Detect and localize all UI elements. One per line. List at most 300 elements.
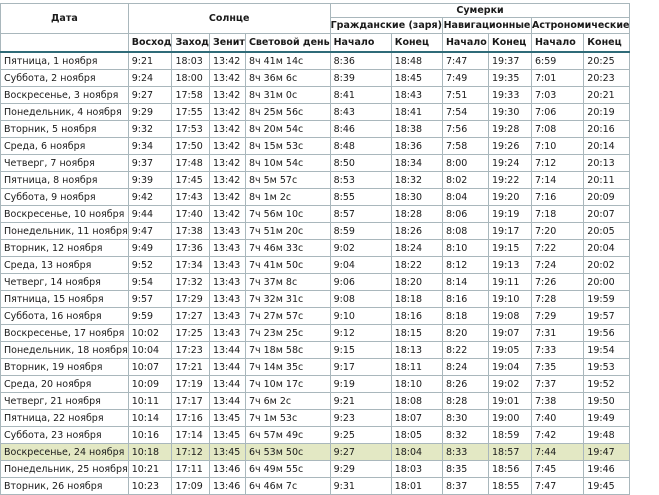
daylight-cell: 7ч 10м 17с [245, 376, 330, 393]
civil-begin-cell: 8:36 [330, 52, 391, 70]
astronomical-end-cell: 20:13 [584, 155, 630, 172]
table-row [1, 342, 630, 359]
table-row [1, 240, 630, 257]
nautical-end-cell: 19:00 [488, 410, 531, 427]
nautical-begin-cell: 8:20 [442, 325, 488, 342]
daylight-cell: 8ч 31м 0с [245, 87, 330, 104]
nautical-end-cell: 19:10 [488, 291, 531, 308]
daylight-cell: 7ч 18м 58с [245, 342, 330, 359]
sunset-cell: 17:19 [172, 376, 210, 393]
daylight-cell: 6ч 49м 55с [245, 461, 330, 478]
sunset-cell: 18:03 [172, 52, 210, 70]
header-nautical-end: Конец [488, 34, 531, 53]
sunrise-cell: 9:52 [128, 257, 172, 274]
sunset-cell: 17:34 [172, 257, 210, 274]
header-daylight: Световой день [245, 34, 330, 53]
nautical-end-cell: 18:57 [488, 444, 531, 461]
civil-begin-cell: 9:29 [330, 461, 391, 478]
header-nautical-twilight: Навигационные [442, 18, 531, 34]
zenith-cell: 13:42 [209, 52, 245, 70]
sunset-cell: 17:25 [172, 325, 210, 342]
astronomical-begin-cell: 7:37 [531, 376, 583, 393]
sunrise-cell: 10:14 [128, 410, 172, 427]
sunset-cell: 17:32 [172, 274, 210, 291]
sunrise-cell: 9:42 [128, 189, 172, 206]
astronomical-end-cell: 19:59 [584, 291, 630, 308]
sunset-cell: 17:36 [172, 240, 210, 257]
nautical-begin-cell: 8:35 [442, 461, 488, 478]
zenith-cell: 13:43 [209, 223, 245, 240]
civil-begin-cell: 8:55 [330, 189, 391, 206]
table-row [1, 427, 630, 444]
zenith-cell: 13:43 [209, 291, 245, 308]
astronomical-begin-cell: 7:16 [531, 189, 583, 206]
astronomical-end-cell: 20:11 [584, 172, 630, 189]
table-row-highlighted [1, 444, 630, 461]
civil-end-cell: 18:03 [391, 461, 442, 478]
civil-end-cell: 18:38 [391, 121, 442, 138]
astronomical-begin-cell: 7:18 [531, 206, 583, 223]
astronomical-begin-cell: 7:12 [531, 155, 583, 172]
nautical-begin-cell: 8:37 [442, 478, 488, 495]
zenith-cell: 13:42 [209, 121, 245, 138]
date-cell: Понедельник, 18 ноября [1, 342, 129, 359]
nautical-begin-cell: 8:04 [442, 189, 488, 206]
date-cell: Воскресенье, 10 ноября [1, 206, 129, 223]
date-cell: Пятница, 1 ноября [1, 52, 129, 70]
nautical-end-cell: 19:17 [488, 223, 531, 240]
sunrise-cell: 10:21 [128, 461, 172, 478]
sunrise-cell: 9:59 [128, 308, 172, 325]
nautical-begin-cell: 8:12 [442, 257, 488, 274]
nautical-begin-cell: 8:10 [442, 240, 488, 257]
zenith-cell: 13:46 [209, 478, 245, 495]
civil-end-cell: 18:26 [391, 223, 442, 240]
nautical-begin-cell: 8:08 [442, 223, 488, 240]
civil-end-cell: 18:43 [391, 87, 442, 104]
civil-end-cell: 18:13 [391, 342, 442, 359]
date-cell: Вторник, 19 ноября [1, 359, 129, 376]
nautical-end-cell: 18:59 [488, 427, 531, 444]
nautical-end-cell: 19:26 [488, 138, 531, 155]
astronomical-begin-cell: 7:35 [531, 359, 583, 376]
daylight-cell: 7ч 37м 8с [245, 274, 330, 291]
table-row [1, 359, 630, 376]
sunset-cell: 17:43 [172, 189, 210, 206]
daylight-cell: 8ч 15м 53с [245, 138, 330, 155]
astronomical-begin-cell: 6:59 [531, 52, 583, 70]
astronomical-begin-cell: 7:33 [531, 342, 583, 359]
sunrise-cell: 10:23 [128, 478, 172, 495]
nautical-end-cell: 19:33 [488, 87, 531, 104]
sunset-cell: 18:00 [172, 70, 210, 87]
civil-begin-cell: 8:48 [330, 138, 391, 155]
astronomical-end-cell: 20:00 [584, 274, 630, 291]
astronomical-end-cell: 20:05 [584, 223, 630, 240]
nautical-end-cell: 18:55 [488, 478, 531, 495]
civil-end-cell: 18:18 [391, 291, 442, 308]
nautical-end-cell: 18:56 [488, 461, 531, 478]
sunrise-cell: 10:18 [128, 444, 172, 461]
civil-begin-cell: 9:17 [330, 359, 391, 376]
sunset-cell: 17:55 [172, 104, 210, 121]
civil-end-cell: 18:48 [391, 52, 442, 70]
zenith-cell: 13:42 [209, 138, 245, 155]
sunrise-cell: 9:27 [128, 87, 172, 104]
sunrise-cell: 9:37 [128, 155, 172, 172]
zenith-cell: 13:45 [209, 444, 245, 461]
header-astronomical-twilight: Астрономические [531, 18, 629, 34]
astronomical-begin-cell: 7:14 [531, 172, 583, 189]
sunset-cell: 17:50 [172, 138, 210, 155]
sunset-cell: 17:38 [172, 223, 210, 240]
civil-begin-cell: 9:31 [330, 478, 391, 495]
civil-begin-cell: 9:19 [330, 376, 391, 393]
table-row [1, 376, 630, 393]
civil-end-cell: 18:04 [391, 444, 442, 461]
sunrise-cell: 9:57 [128, 291, 172, 308]
date-cell: Понедельник, 11 ноября [1, 223, 129, 240]
zenith-cell: 13:44 [209, 393, 245, 410]
astronomical-begin-cell: 7:10 [531, 138, 583, 155]
table-row [1, 189, 630, 206]
daylight-cell: 8ч 1м 2с [245, 189, 330, 206]
date-cell: Суббота, 23 ноября [1, 427, 129, 444]
zenith-cell: 13:45 [209, 410, 245, 427]
civil-end-cell: 18:41 [391, 104, 442, 121]
astronomical-end-cell: 20:16 [584, 121, 630, 138]
sunrise-cell: 9:54 [128, 274, 172, 291]
astronomical-end-cell: 19:57 [584, 308, 630, 325]
nautical-end-cell: 19:37 [488, 52, 531, 70]
astronomical-begin-cell: 7:40 [531, 410, 583, 427]
header-twilight: Сумерки [330, 4, 630, 18]
astronomical-end-cell: 19:54 [584, 342, 630, 359]
daylight-cell: 7ч 51м 20с [245, 223, 330, 240]
astronomical-begin-cell: 7:22 [531, 240, 583, 257]
date-cell: Четверг, 21 ноября [1, 393, 129, 410]
sunrise-cell: 10:04 [128, 342, 172, 359]
sunrise-cell: 9:39 [128, 172, 172, 189]
table-row [1, 87, 630, 104]
civil-begin-cell: 8:46 [330, 121, 391, 138]
table-row [1, 291, 630, 308]
nautical-end-cell: 19:20 [488, 189, 531, 206]
daylight-cell: 6ч 57м 49с [245, 427, 330, 444]
date-cell: Понедельник, 25 ноября [1, 461, 129, 478]
date-cell: Среда, 20 ноября [1, 376, 129, 393]
date-cell: Суббота, 2 ноября [1, 70, 129, 87]
date-cell: Понедельник, 4 ноября [1, 104, 129, 121]
daylight-cell: 8ч 20м 54с [245, 121, 330, 138]
nautical-begin-cell: 8:06 [442, 206, 488, 223]
civil-end-cell: 18:11 [391, 359, 442, 376]
astronomical-end-cell: 20:09 [584, 189, 630, 206]
daylight-cell: 6ч 46м 7с [245, 478, 330, 495]
astronomical-end-cell: 20:21 [584, 87, 630, 104]
sunrise-cell: 9:34 [128, 138, 172, 155]
header-blank [1, 34, 129, 53]
table-row [1, 104, 630, 121]
table-row [1, 172, 630, 189]
civil-begin-cell: 9:04 [330, 257, 391, 274]
zenith-cell: 13:43 [209, 325, 245, 342]
daylight-cell: 8ч 36м 6с [245, 70, 330, 87]
sunset-cell: 17:14 [172, 427, 210, 444]
nautical-end-cell: 19:11 [488, 274, 531, 291]
table-row [1, 223, 630, 240]
nautical-end-cell: 19:02 [488, 376, 531, 393]
header-zenith: Зенит [209, 34, 245, 53]
zenith-cell: 13:44 [209, 376, 245, 393]
date-cell: Пятница, 15 ноября [1, 291, 129, 308]
astronomical-begin-cell: 7:31 [531, 325, 583, 342]
date-cell: Среда, 13 ноября [1, 257, 129, 274]
nautical-begin-cell: 7:47 [442, 52, 488, 70]
table-row [1, 461, 630, 478]
daylight-cell: 7ч 1м 53с [245, 410, 330, 427]
nautical-begin-cell: 7:58 [442, 138, 488, 155]
astronomical-begin-cell: 7:38 [531, 393, 583, 410]
civil-begin-cell: 8:43 [330, 104, 391, 121]
civil-end-cell: 18:45 [391, 70, 442, 87]
daylight-cell: 7ч 56м 10с [245, 206, 330, 223]
nautical-begin-cell: 8:14 [442, 274, 488, 291]
nautical-end-cell: 19:04 [488, 359, 531, 376]
sunrise-cell: 9:29 [128, 104, 172, 121]
date-cell: Вторник, 26 ноября [1, 478, 129, 495]
civil-begin-cell: 8:41 [330, 87, 391, 104]
sunset-cell: 17:17 [172, 393, 210, 410]
header-nautical-begin: Начало [442, 34, 488, 53]
sunset-cell: 17:09 [172, 478, 210, 495]
date-cell: Воскресенье, 3 ноября [1, 87, 129, 104]
astronomical-end-cell: 19:53 [584, 359, 630, 376]
civil-begin-cell: 9:23 [330, 410, 391, 427]
civil-end-cell: 18:16 [391, 308, 442, 325]
table-row [1, 325, 630, 342]
zenith-cell: 13:43 [209, 240, 245, 257]
nautical-begin-cell: 8:28 [442, 393, 488, 410]
astronomical-begin-cell: 7:24 [531, 257, 583, 274]
nautical-begin-cell: 8:00 [442, 155, 488, 172]
header-civil-twilight: Гражданские (заря) [330, 18, 442, 34]
zenith-cell: 13:42 [209, 172, 245, 189]
nautical-end-cell: 19:35 [488, 70, 531, 87]
civil-end-cell: 18:05 [391, 427, 442, 444]
nautical-end-cell: 19:01 [488, 393, 531, 410]
zenith-cell: 13:44 [209, 359, 245, 376]
civil-begin-cell: 8:57 [330, 206, 391, 223]
table-row [1, 155, 630, 172]
sunrise-cell: 10:16 [128, 427, 172, 444]
daylight-cell: 7ч 41м 50с [245, 257, 330, 274]
nautical-begin-cell: 8:16 [442, 291, 488, 308]
nautical-begin-cell: 8:26 [442, 376, 488, 393]
sunrise-cell: 9:47 [128, 223, 172, 240]
civil-begin-cell: 8:39 [330, 70, 391, 87]
daylight-cell: 8ч 5м 57с [245, 172, 330, 189]
nautical-end-cell: 19:15 [488, 240, 531, 257]
civil-begin-cell: 9:08 [330, 291, 391, 308]
table-row [1, 138, 630, 155]
civil-end-cell: 18:32 [391, 172, 442, 189]
daylight-cell: 8ч 25м 56с [245, 104, 330, 121]
sunrise-cell: 9:32 [128, 121, 172, 138]
civil-end-cell: 18:30 [391, 189, 442, 206]
nautical-begin-cell: 8:30 [442, 410, 488, 427]
civil-begin-cell: 8:53 [330, 172, 391, 189]
astronomical-begin-cell: 7:29 [531, 308, 583, 325]
civil-begin-cell: 9:25 [330, 427, 391, 444]
table-row [1, 52, 630, 70]
nautical-end-cell: 19:13 [488, 257, 531, 274]
table-body [1, 52, 630, 495]
nautical-end-cell: 19:30 [488, 104, 531, 121]
header-sunset: Заход [172, 34, 210, 53]
table-row [1, 478, 630, 495]
civil-begin-cell: 9:12 [330, 325, 391, 342]
date-cell: Четверг, 14 ноября [1, 274, 129, 291]
civil-end-cell: 18:24 [391, 240, 442, 257]
astronomical-end-cell: 20:02 [584, 257, 630, 274]
sunset-cell: 17:29 [172, 291, 210, 308]
header-civil-begin: Начало [330, 34, 391, 53]
table-row [1, 257, 630, 274]
astronomical-begin-cell: 7:42 [531, 427, 583, 444]
table-row [1, 308, 630, 325]
header-astronomical-begin: Начало [531, 34, 583, 53]
sunset-cell: 17:40 [172, 206, 210, 223]
astronomical-end-cell: 20:07 [584, 206, 630, 223]
table-row [1, 206, 630, 223]
table-row [1, 121, 630, 138]
astronomical-begin-cell: 7:06 [531, 104, 583, 121]
sunrise-cell: 9:44 [128, 206, 172, 223]
astronomical-begin-cell: 7:08 [531, 121, 583, 138]
table-row [1, 410, 630, 427]
civil-begin-cell: 9:15 [330, 342, 391, 359]
civil-begin-cell: 9:27 [330, 444, 391, 461]
daylight-cell: 7ч 27м 57с [245, 308, 330, 325]
civil-begin-cell: 9:21 [330, 393, 391, 410]
sunrise-cell: 9:49 [128, 240, 172, 257]
astronomical-end-cell: 19:56 [584, 325, 630, 342]
civil-begin-cell: 9:06 [330, 274, 391, 291]
nautical-end-cell: 19:08 [488, 308, 531, 325]
sunset-cell: 17:58 [172, 87, 210, 104]
astronomical-end-cell: 19:52 [584, 376, 630, 393]
header-sun: Солнце [128, 4, 330, 34]
sunset-cell: 17:45 [172, 172, 210, 189]
astronomical-end-cell: 20:19 [584, 104, 630, 121]
astronomical-begin-cell: 7:03 [531, 87, 583, 104]
daylight-cell: 7ч 14м 35с [245, 359, 330, 376]
table-row [1, 393, 630, 410]
header-sunrise: Восход [128, 34, 172, 53]
civil-end-cell: 18:20 [391, 274, 442, 291]
sunset-cell: 17:53 [172, 121, 210, 138]
nautical-end-cell: 19:24 [488, 155, 531, 172]
nautical-begin-cell: 8:18 [442, 308, 488, 325]
civil-end-cell: 18:08 [391, 393, 442, 410]
daylight-cell: 7ч 46м 33с [245, 240, 330, 257]
sunset-cell: 17:12 [172, 444, 210, 461]
daylight-cell: 6ч 53м 50с [245, 444, 330, 461]
sunrise-cell: 10:11 [128, 393, 172, 410]
astronomical-begin-cell: 7:01 [531, 70, 583, 87]
daylight-cell: 7ч 23м 25с [245, 325, 330, 342]
nautical-end-cell: 19:22 [488, 172, 531, 189]
zenith-cell: 13:44 [209, 342, 245, 359]
zenith-cell: 13:42 [209, 87, 245, 104]
nautical-begin-cell: 8:02 [442, 172, 488, 189]
zenith-cell: 13:43 [209, 308, 245, 325]
civil-begin-cell: 9:10 [330, 308, 391, 325]
sunset-cell: 17:16 [172, 410, 210, 427]
sunset-cell: 17:23 [172, 342, 210, 359]
nautical-begin-cell: 7:49 [442, 70, 488, 87]
date-cell: Воскресенье, 17 ноября [1, 325, 129, 342]
civil-begin-cell: 8:50 [330, 155, 391, 172]
civil-end-cell: 18:01 [391, 478, 442, 495]
astronomical-end-cell: 20:25 [584, 52, 630, 70]
astronomical-end-cell: 20:23 [584, 70, 630, 87]
astronomical-end-cell: 20:14 [584, 138, 630, 155]
date-cell: Вторник, 12 ноября [1, 240, 129, 257]
date-cell: Пятница, 22 ноября [1, 410, 129, 427]
sunrise-sunset-table [0, 3, 630, 495]
date-cell: Пятница, 8 ноября [1, 172, 129, 189]
nautical-begin-cell: 8:33 [442, 444, 488, 461]
sunset-cell: 17:21 [172, 359, 210, 376]
astronomical-end-cell: 19:49 [584, 410, 630, 427]
zenith-cell: 13:42 [209, 70, 245, 87]
astronomical-begin-cell: 7:44 [531, 444, 583, 461]
date-cell: Вторник, 5 ноября [1, 121, 129, 138]
date-cell: Четверг, 7 ноября [1, 155, 129, 172]
zenith-cell: 13:45 [209, 427, 245, 444]
zenith-cell: 13:42 [209, 104, 245, 121]
daylight-cell: 8ч 10м 54с [245, 155, 330, 172]
sunset-cell: 17:11 [172, 461, 210, 478]
sunset-cell: 17:27 [172, 308, 210, 325]
nautical-begin-cell: 8:22 [442, 342, 488, 359]
civil-begin-cell: 8:59 [330, 223, 391, 240]
civil-begin-cell: 9:02 [330, 240, 391, 257]
nautical-end-cell: 19:19 [488, 206, 531, 223]
sunrise-cell: 10:07 [128, 359, 172, 376]
astronomical-begin-cell: 7:28 [531, 291, 583, 308]
zenith-cell: 13:42 [209, 155, 245, 172]
nautical-begin-cell: 7:54 [442, 104, 488, 121]
daylight-cell: 7ч 6м 2с [245, 393, 330, 410]
astronomical-begin-cell: 7:47 [531, 478, 583, 495]
civil-end-cell: 18:36 [391, 138, 442, 155]
sunset-cell: 17:48 [172, 155, 210, 172]
header-date: Дата [1, 4, 129, 34]
astronomical-end-cell: 19:45 [584, 478, 630, 495]
nautical-begin-cell: 7:51 [442, 87, 488, 104]
zenith-cell: 13:43 [209, 274, 245, 291]
date-cell: Среда, 6 ноября [1, 138, 129, 155]
astronomical-begin-cell: 7:45 [531, 461, 583, 478]
astronomical-begin-cell: 7:26 [531, 274, 583, 291]
zenith-cell: 13:42 [209, 189, 245, 206]
daylight-cell: 8ч 41м 14с [245, 52, 330, 70]
daylight-cell: 7ч 32м 31с [245, 291, 330, 308]
astronomical-end-cell: 20:04 [584, 240, 630, 257]
